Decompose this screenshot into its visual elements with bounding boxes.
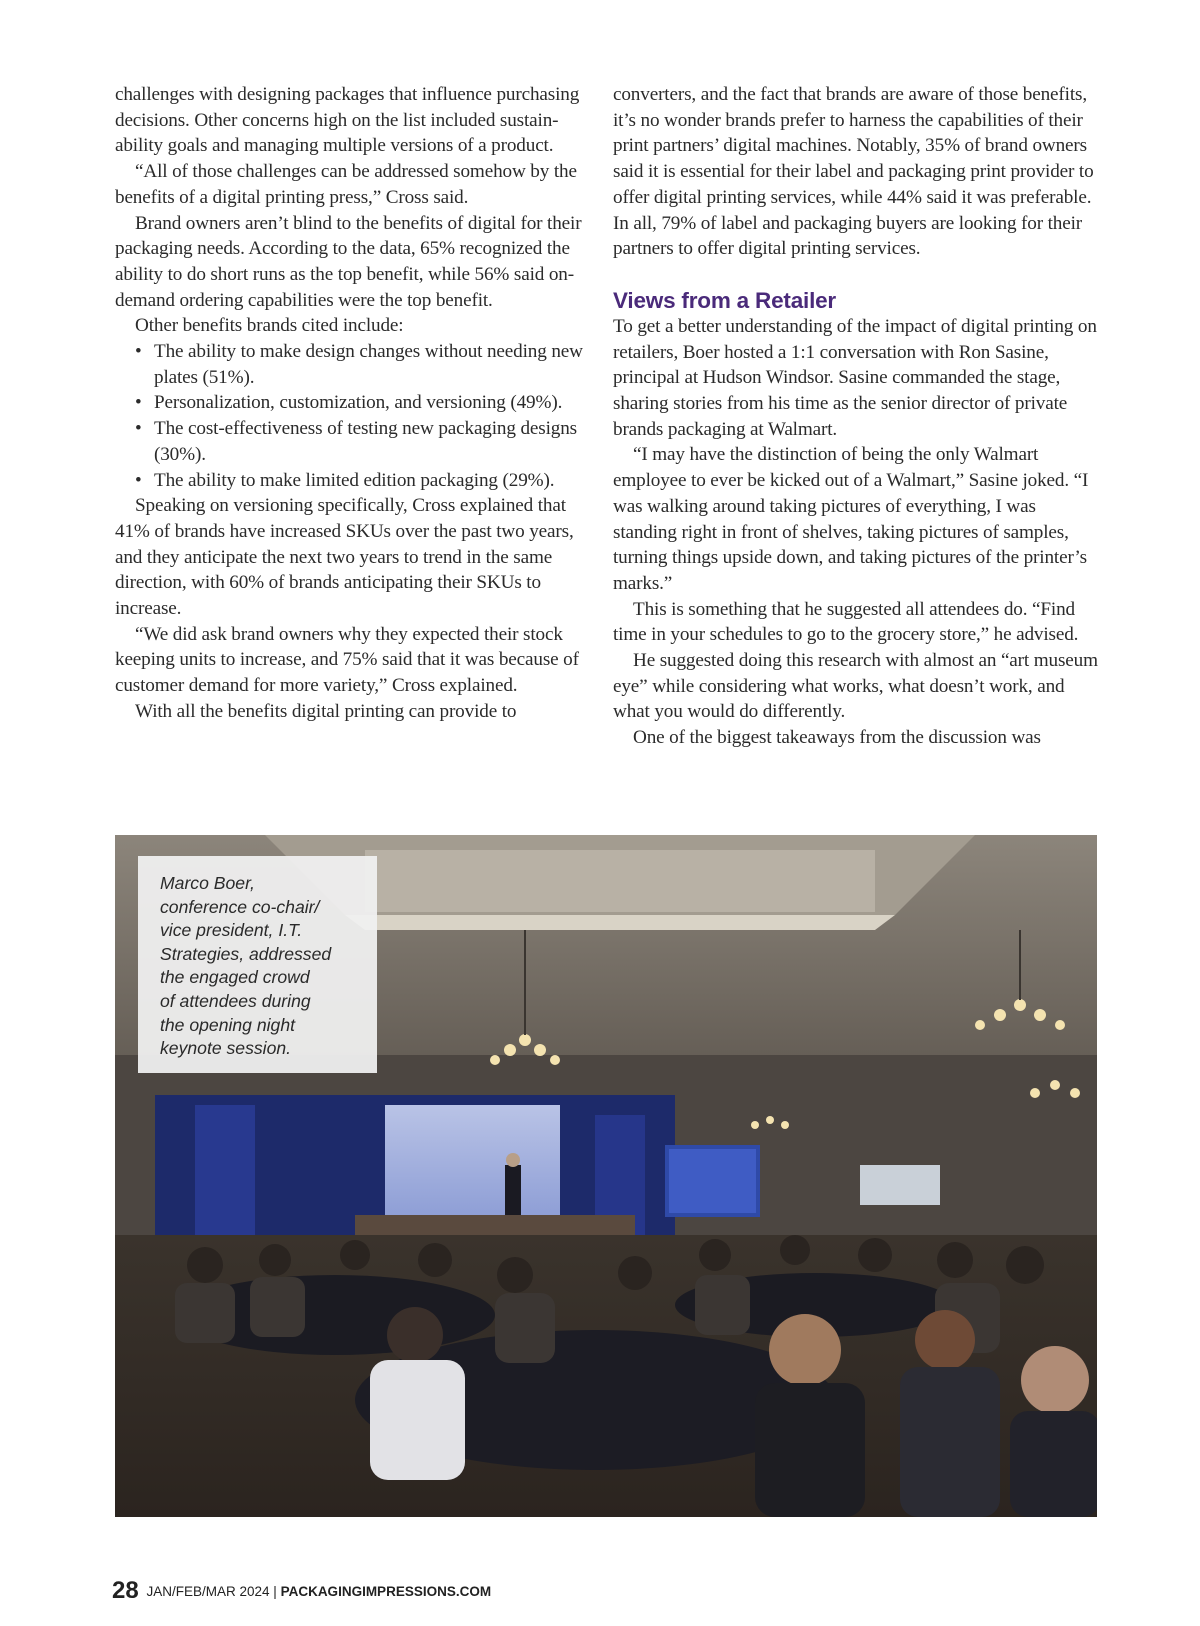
paragraph: converters, and the fact that brands are aware of those benefits, it’s no wonder brands prefer to harness the capabilities of their print partners’ digital machines. Notably, 35% of brand owners said it is essential for their label and packaging print provider to offer digital printing services, while 44% said it was preferable. In all, 79% of label and packaging buyers are looking for their partners to offer digital printing services. (613, 84, 1094, 260)
list-item: • The ability to make limited edition packaging (29%). (115, 468, 593, 494)
benefits-list (115, 339, 593, 493)
footer-separator: | (273, 1584, 277, 1599)
paragraph: With all the benefits digital printing can provide to (135, 700, 517, 722)
photo-caption: Marco Boer, conference co-chair/ vice president, I.T. Strategies, addressed the engaged crowd of attendees during the opening night keynote session. (160, 873, 332, 1059)
paragraph: Other benefits brands cited include: (135, 315, 404, 337)
paragraph: Brand owners aren’t blind to the benefits of digital for their packaging needs. According to the data, 65% recognized the ability to do short runs as the top benefit, while 56% said on-demand ordering capabilities were the top benefit. (115, 212, 582, 311)
paragraph: “I may have the distinction of being the only Walmart employee to ever be kicked out of a Walmart,” Sasine joked. “I was walking around taking pictures of everything, I was standing right in front of shelves, taking pictures of samples, turning things upside down, and taking pictures of the printer’s marks.” (613, 444, 1089, 594)
page-footer (112, 1578, 491, 1605)
paragraph: “All of those challenges can be addressed somehow by the benefits of a digital printing press,” Cross said. (115, 161, 577, 208)
right-column (613, 82, 1101, 751)
paragraph: challenges with designing packages that influence purchasing decisions. Other concerns high on the list included sustain-ability goals and managing multiple versions of a product. (115, 84, 580, 157)
left-column (115, 82, 593, 725)
paragraph: To get a better understanding of the impact of digital printing on retailers, Boer hosted a 1:1 conversation with Ron Sasine, principal at Hudson Windsor. Sasine commanded the stage, sharing stories from his time as the senior director of private brands packaging at Walmart. (613, 315, 1097, 440)
paragraph: One of the biggest takeaways from the discussion was (633, 727, 1041, 749)
paragraph: “We did ask brand owners why they expected their stock keeping units to increase, and 75% said that it was because of customer demand for more variety,” Cross explained. (115, 623, 579, 697)
issue-date: JAN/FEB/MAR 2024 (146, 1584, 270, 1599)
section-heading: Views from a Retailer (613, 287, 836, 313)
paragraph: Speaking on versioning specifically, Cross explained that 41% of brands have increased SKUs over the past two years, and they anticipate the next two years to trend in the same direction, with 60% of brands anticipating their SKUs to increase. (115, 495, 574, 620)
list-item: • Personalization, customization, and versioning (49%). (115, 390, 593, 416)
website-link[interactable]: PACKAGINGIMPRESSIONS.COM (280, 1584, 492, 1599)
page-number: 28 (112, 1577, 139, 1604)
list-item: • The cost-effectiveness of testing new packaging designs (30%). (115, 416, 593, 467)
list-item: • The ability to make design changes without needing new plates (51%). (115, 339, 593, 390)
paragraph: This is something that he suggested all attendees do. “Find time in your schedules to go to the grocery store,” he advised. (613, 598, 1079, 646)
paragraph: He suggested doing this research with almost an “art museum eye” while considering what works, what doesn’t work, and what you would do differently. (613, 650, 1098, 723)
